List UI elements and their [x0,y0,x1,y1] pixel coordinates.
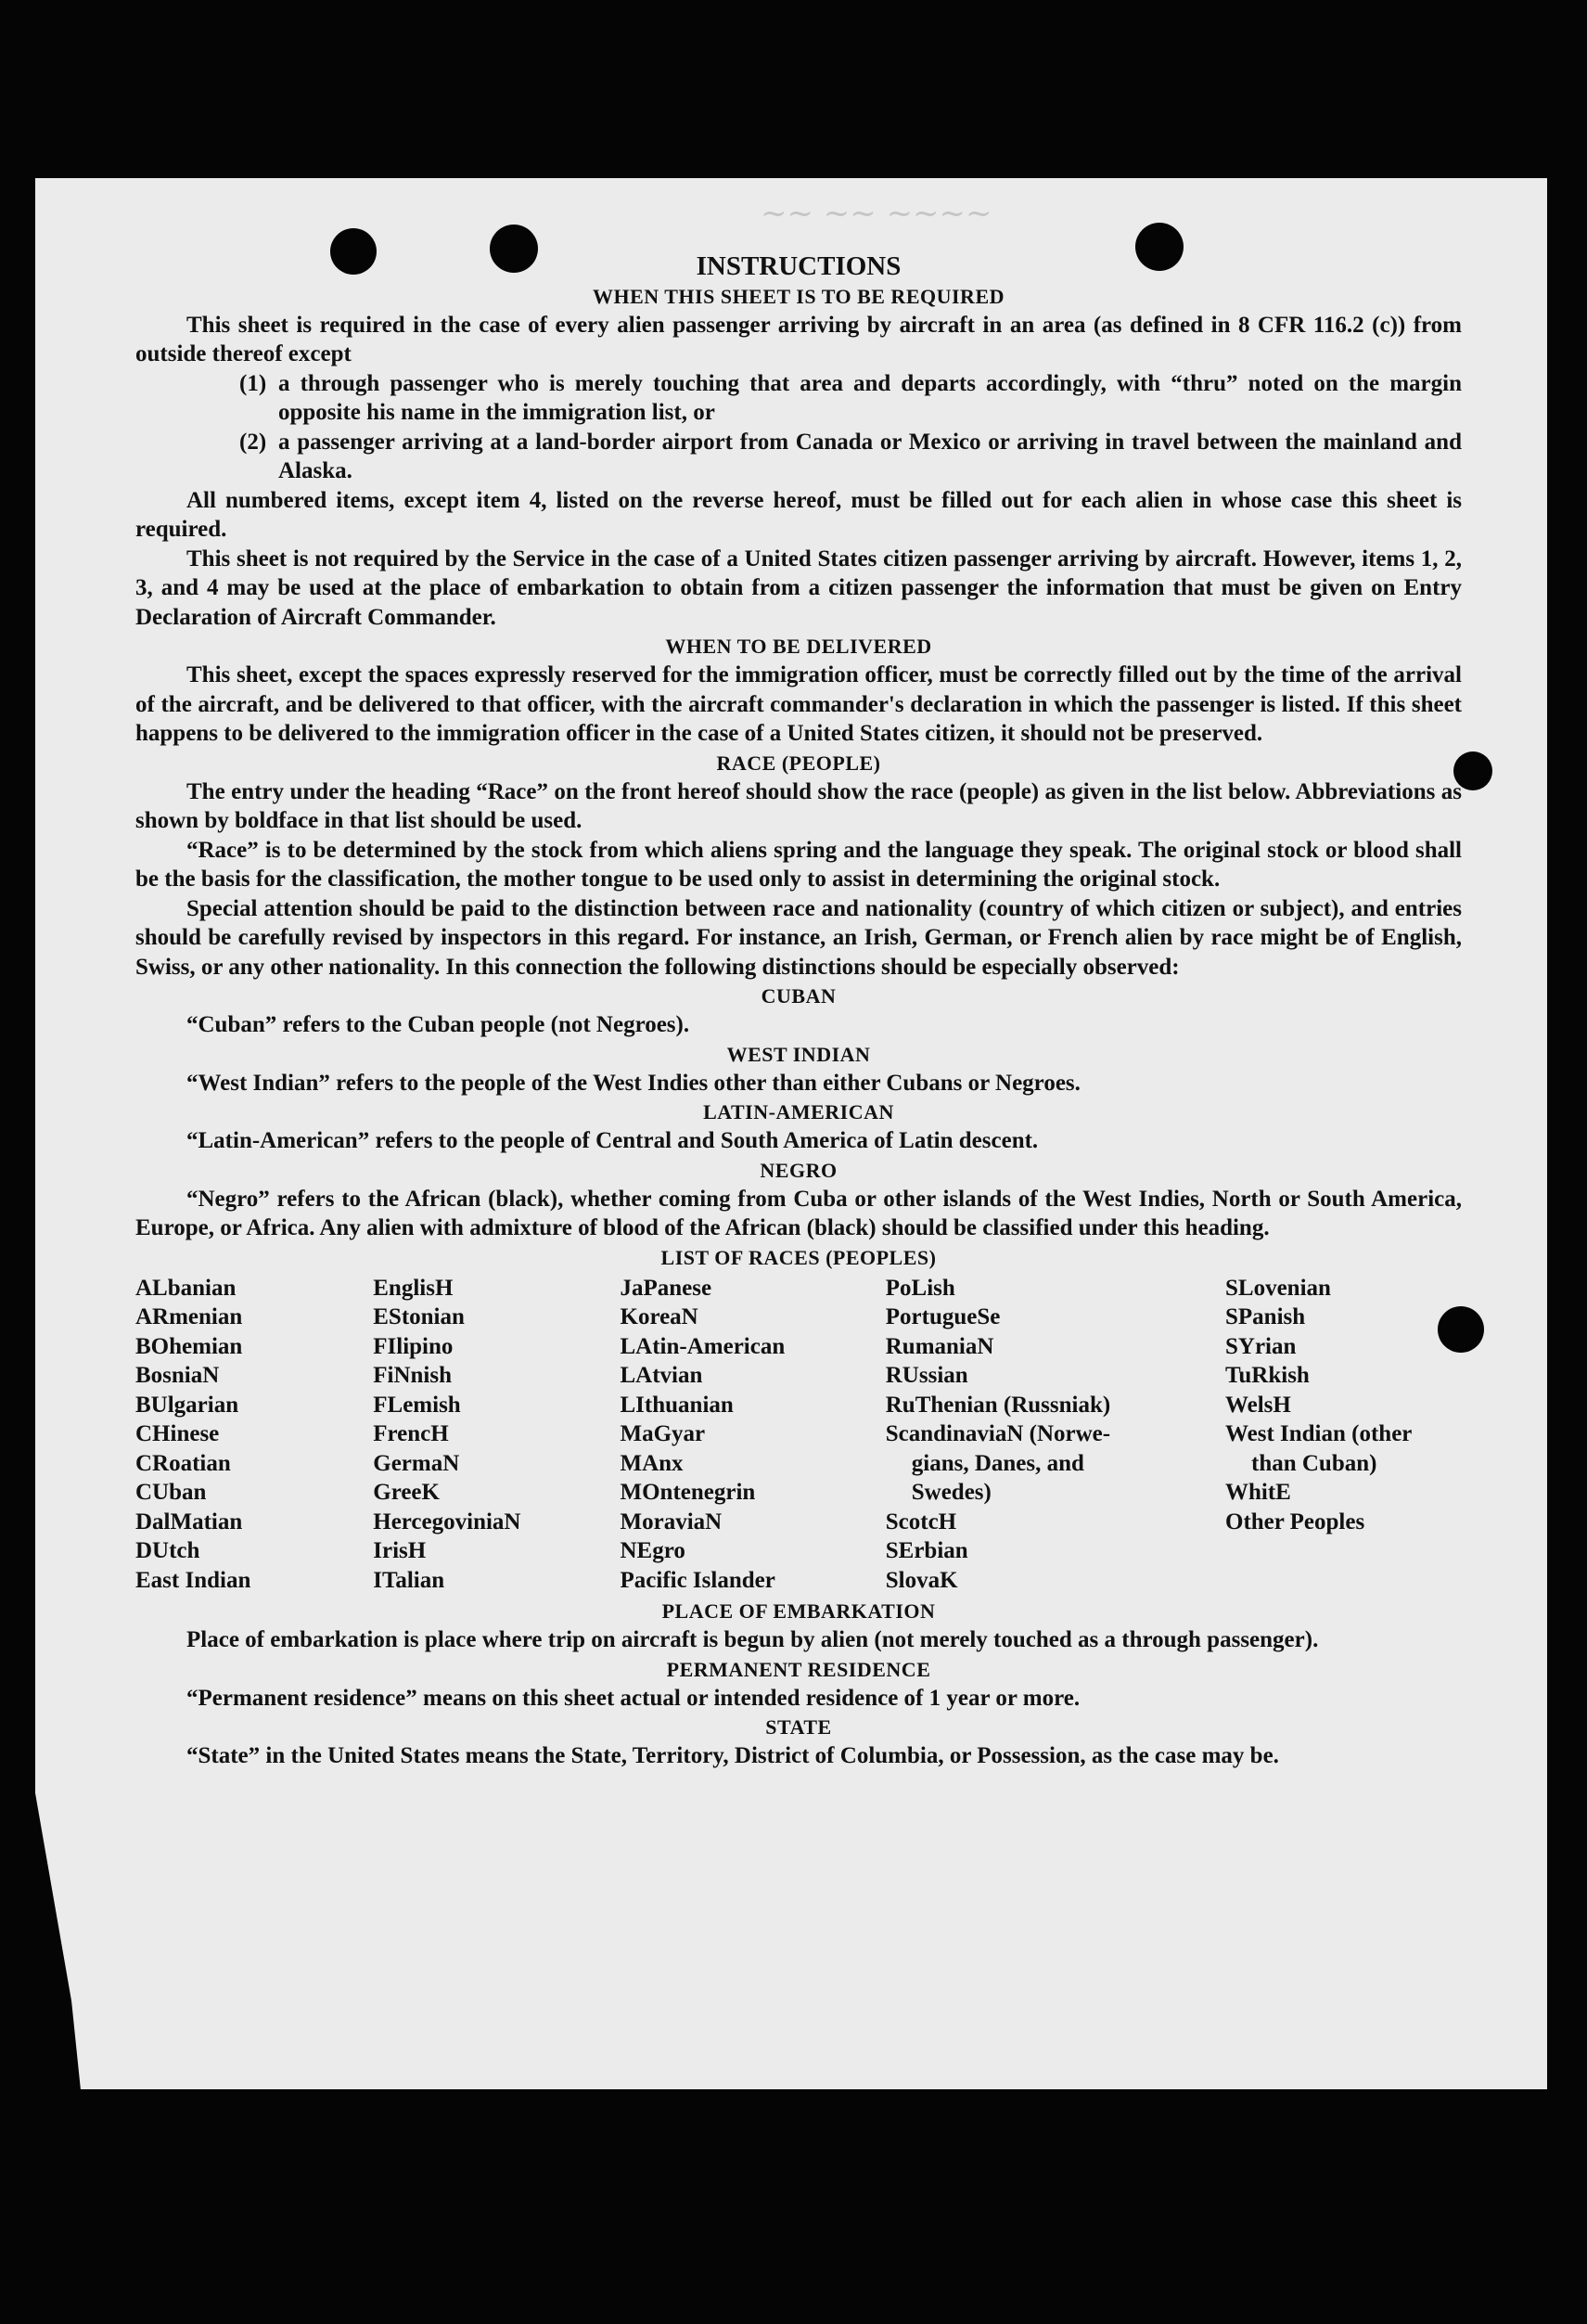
race-entry: RUssian [885,1363,968,1388]
race-entry: East Indian [135,1567,251,1593]
race-entry: SErbian [885,1538,968,1563]
race-entry: BosniaN [135,1363,220,1388]
race-entry: LAtin-American [620,1333,786,1359]
race-entry: JaPanese [620,1275,712,1301]
section-heading: CUBAN [761,984,837,1008]
race-entry: RuThenian (Russniak) [885,1392,1111,1418]
race-entry: GreeK [373,1480,440,1505]
section-heading: NEGRO [760,1158,838,1182]
race-entry: CRoatian [135,1450,231,1476]
paragraph: Place of embarkation is place where trip on aircraft is begun by alien (not merely touched as a through passenger). [186,1627,1319,1652]
paragraph: “Permanent residence” means on this sheet actual or intended residence of 1 year or more. [186,1685,1081,1711]
paragraph: This sheet is not required by the Service in the case of a United States citizen passenger arriving by aircraft. However, items 1, 2, 3, and 4 may be used at the place of embarkation to obtain from a citizen passenger the information that must be given on Entry Declaration of Aircraft Commander. [135,546,1462,630]
race-entry: FiNnish [373,1363,453,1388]
race-entry: DUtch [135,1538,200,1563]
race-entry: ScotcH [885,1509,957,1534]
race-entry: EnglisH [373,1275,454,1301]
instructions-body [135,252,1462,1771]
race-entry: ITalian [373,1567,445,1593]
race-entry: CHinese [135,1421,220,1446]
item-number: (1) [239,370,267,396]
race-entry: ALbanian [135,1275,237,1301]
race-entry: CUban [135,1480,207,1505]
race-entry: RumaniaN [885,1333,994,1359]
race-entry: FIlipino [373,1333,454,1359]
race-entry: LAtvian [620,1363,703,1388]
races-column [373,1274,619,1596]
list-item [239,369,1462,428]
races-column [886,1274,1224,1596]
section-heading: WHEN TO BE DELIVERED [665,635,932,658]
paragraph: This sheet is required in the case of every alien passenger arriving by aircraft in an area (as defined in 8 CFR 116.2 (c)) from outside thereof except [135,312,1462,366]
race-entry: HercegoviniaN [373,1509,521,1534]
race-entry: SLovenian [1225,1275,1331,1301]
race-entry: WhitE [1225,1480,1291,1505]
races-list [135,1274,1462,1596]
section-heading: PLACE OF EMBARKATION [661,1599,936,1623]
item-text: a passenger arriving at a land-border airport from Canada or Mexico or arriving in travel between the mainland and Alaska. [278,429,1462,483]
race-entry: ARmenian [135,1304,243,1329]
document-title: INSTRUCTIONS [696,251,902,281]
section-heading: LIST OF RACES (PEOPLES) [660,1245,937,1269]
section-heading: WHEN THIS SHEET IS TO BE REQUIRED [592,284,1005,308]
section-heading: PERMANENT RESIDENCE [666,1657,931,1681]
item-text: a through passenger who is merely touching that area and departs accordingly, with “thru” noted on the margin opposite his name in the immigration list, or [278,370,1462,425]
paragraph: The entry under the heading “Race” on the front hereof should show the race (people) as given in the list below. Abbreviations as shown by boldface in that list should be used. [135,778,1462,833]
race-entry: EStonian [373,1304,465,1329]
race-entry: PoLish [885,1275,955,1301]
races-column [621,1274,885,1596]
race-entry: PortugueSe [885,1304,1001,1329]
paragraph: “Race” is to be determined by the stock from which aliens spring and the language they speak. The original stock or blood shall be the basis for the classification, the mother tongue to be used only to assist in determining the original stock. [135,837,1462,892]
race-entry: Swedes) [911,1480,992,1505]
race-entry: ScandinaviaN (Norwe- [885,1421,1111,1446]
race-entry: FLemish [373,1392,461,1418]
paragraph: This sheet, except the spaces expressly reserved for the immigration officer, must be correctly filled out by the time of the arrival of the aircraft, and be delivered to that officer, with the aircraft commander's declaration in which the passenger is listed. If this sheet happens to be delivered to the immigration officer in the case of a United States citizen, it should not be preserved. [135,662,1462,746]
section-heading: LATIN-AMERICAN [703,1100,894,1123]
race-entry: Other Peoples [1225,1509,1365,1534]
race-entry: MoraviaN [620,1509,723,1534]
race-entry: TuRkish [1225,1363,1310,1388]
section-heading: WEST INDIAN [726,1042,871,1066]
race-entry: MaGyar [620,1421,706,1446]
race-entry: GermaN [373,1450,460,1476]
race-entry: SYrian [1225,1333,1297,1359]
race-entry: DalMatian [135,1509,243,1534]
race-entry: gians, Danes, and [911,1450,1084,1476]
paragraph: All numbered items, except item 4, listed on the reverse hereof, must be filled out for each alien in whose case this sheet is required. [135,487,1462,542]
race-entry: KoreaN [620,1304,698,1329]
race-entry: BUlgarian [135,1392,239,1418]
paragraph: “Cuban” refers to the Cuban people (not Negroes). [186,1012,690,1037]
races-column [1225,1274,1462,1596]
race-entry: MAnx [620,1450,684,1476]
item-number: (2) [239,429,267,455]
paragraph: Special attention should be paid to the distinction between race and nationality (country of which citizen or subject), and entries should be carefully revised by inspectors in this regard. For instance, an Irish, German, or French alien by race might be of English, Swiss, or any other nationality. In this connection the following distinctions should be especially observed: [135,895,1462,980]
race-entry: SPanish [1225,1304,1306,1329]
race-entry: NEgro [620,1538,685,1563]
race-entry: WelsH [1225,1392,1291,1418]
bleed-through-handwriting: ~~ ~~ ~~~~ [761,195,992,232]
section-heading: RACE (PEOPLE) [716,751,881,775]
race-entry: Pacific Islander [620,1567,775,1593]
race-entry: MOntenegrin [620,1480,756,1505]
paragraph: “State” in the United States means the State, Territory, District of Columbia, or Possession, as the case may be. [186,1743,1279,1768]
paragraph: “West Indian” refers to the people of the West Indies other than either Cubans or Negroes. [186,1070,1081,1096]
paragraph: “Latin-American” refers to the people of Central and South America of Latin descent. [186,1128,1039,1153]
list-item [239,428,1462,486]
race-entry: LIthuanian [620,1392,734,1418]
race-entry: SlovaK [885,1567,958,1593]
races-column [135,1274,372,1596]
paragraph: “Negro” refers to the African (black), whether coming from Cuba or other islands of the West Indies, North or South America, Europe, or Africa. Any alien with admixture of blood of the African (black) should be classified under this heading. [135,1186,1462,1240]
race-entry: than Cuban) [1251,1450,1377,1476]
section-heading: STATE [765,1715,832,1739]
race-entry: West Indian (other [1225,1421,1413,1446]
race-entry: BOhemian [135,1333,243,1359]
race-entry: IrisH [373,1538,427,1563]
race-entry: FrencH [373,1421,449,1446]
